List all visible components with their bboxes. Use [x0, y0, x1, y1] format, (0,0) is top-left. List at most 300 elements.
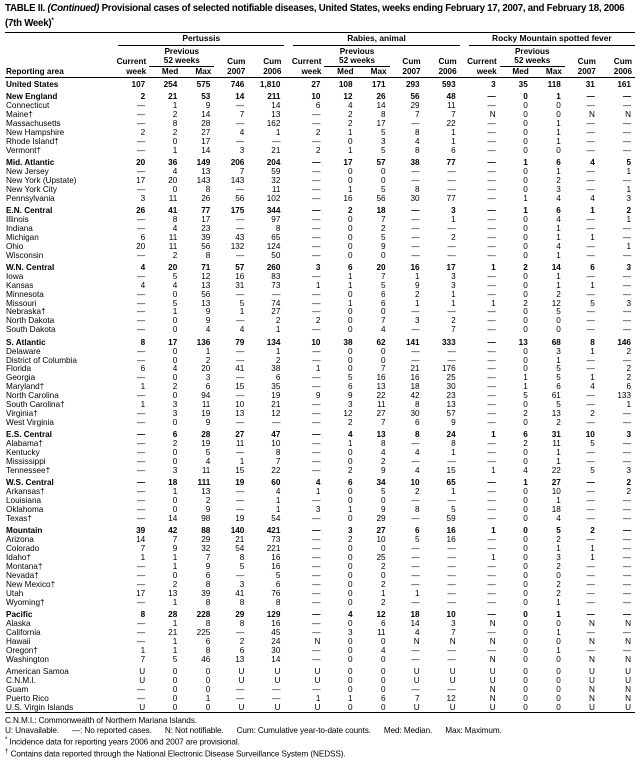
- value-cell: 6: [205, 382, 211, 392]
- value-cell: —: [586, 316, 595, 326]
- value-cell: 1: [556, 609, 561, 619]
- value-cell: 1: [451, 289, 456, 299]
- value-cell: 0: [523, 505, 528, 515]
- value-cell: —: [411, 645, 420, 655]
- value-cell: 0: [523, 645, 528, 655]
- value-cell: 0: [172, 325, 178, 335]
- value-cell: 7: [275, 456, 281, 466]
- value-cell: 0: [556, 675, 561, 685]
- col-header-52weeks: 52 weeks: [500, 56, 565, 66]
- value-cell: 4: [239, 127, 245, 137]
- value-cell: —: [312, 271, 321, 281]
- reporting-area-cell: Florida: [6, 365, 32, 374]
- value-cell: 0: [347, 553, 353, 563]
- value-cell: —: [487, 241, 496, 251]
- value-cell: 14: [136, 535, 146, 545]
- value-cell: 1: [451, 214, 456, 224]
- value-cell: 5: [523, 391, 528, 401]
- reporting-area-cell: Rhode Island†: [6, 137, 59, 146]
- value-cell: U: [314, 666, 321, 676]
- value-cell: 11: [201, 400, 211, 410]
- col-header-2006: 2006: [424, 66, 460, 78]
- value-cell: 1: [315, 364, 321, 374]
- value-cell: 2: [172, 250, 178, 260]
- value-cell: N: [489, 693, 496, 703]
- value-cell: 1: [556, 223, 561, 233]
- table-row: [5, 207, 635, 216]
- value-cell: 2: [347, 109, 353, 119]
- value-cell: 129: [266, 609, 281, 619]
- value-cell: 14: [271, 654, 281, 664]
- value-cell: 4: [172, 280, 178, 290]
- value-cell: 1: [556, 645, 561, 655]
- value-cell: 2: [275, 316, 281, 326]
- value-cell: 211: [267, 92, 281, 102]
- value-cell: 0: [347, 166, 353, 176]
- value-cell: —: [447, 346, 456, 356]
- value-cell: 38: [410, 157, 420, 167]
- value-cell: 108: [338, 79, 353, 89]
- col-header-med: Med: [149, 66, 181, 78]
- value-cell: 161: [617, 79, 631, 89]
- value-cell: —: [411, 223, 420, 233]
- value-cell: 2: [556, 561, 561, 571]
- value-cell: —: [137, 618, 146, 628]
- value-cell: —: [447, 456, 456, 466]
- value-cell: —: [586, 391, 595, 401]
- value-cell: —: [622, 136, 631, 146]
- value-cell: 1: [523, 157, 528, 167]
- reporting-area-cell: Maryland†: [6, 383, 45, 392]
- value-cell: —: [236, 101, 245, 111]
- legend-item: U: Unavailable.: [5, 725, 60, 735]
- value-cell: 25: [446, 373, 456, 383]
- value-cell: 7: [381, 271, 386, 281]
- value-cell: —: [312, 184, 321, 194]
- table-row: [5, 629, 635, 638]
- value-cell: 1: [381, 588, 386, 598]
- value-cell: 1: [556, 136, 561, 146]
- value-cell: —: [586, 145, 595, 155]
- value-cell: 0: [381, 496, 386, 506]
- value-cell: 10: [311, 337, 321, 347]
- value-cell: 0: [172, 373, 178, 383]
- value-cell: —: [411, 684, 420, 694]
- value-cell: —: [236, 487, 245, 497]
- value-cell: 0: [523, 166, 528, 176]
- value-cell: 0: [172, 391, 178, 401]
- value-cell: 4: [140, 262, 146, 272]
- value-cell: 1: [491, 430, 496, 440]
- value-cell: 10: [271, 439, 281, 449]
- value-cell: —: [586, 307, 595, 317]
- value-cell: 1: [590, 553, 595, 563]
- value-cell: 24: [271, 636, 281, 646]
- value-cell: 3: [491, 79, 496, 89]
- reporting-area-cell: Georgia: [6, 374, 36, 383]
- value-cell: 0: [347, 307, 353, 317]
- spacer-cell: [5, 46, 109, 57]
- value-cell: 88: [201, 526, 211, 536]
- value-cell: 0: [347, 175, 353, 185]
- value-cell: 10: [410, 478, 420, 488]
- previous-header-row: [5, 46, 635, 57]
- value-cell: N: [489, 684, 496, 694]
- value-cell: 6: [415, 417, 420, 427]
- value-cell: 1: [626, 166, 631, 176]
- value-cell: 6: [347, 382, 353, 392]
- reporting-area-cell: Tennessee†: [6, 466, 51, 475]
- value-cell: 26: [376, 92, 386, 102]
- value-cell: 0: [172, 316, 178, 326]
- value-cell: 6: [315, 101, 321, 111]
- value-cell: 1: [275, 505, 281, 515]
- value-cell: —: [586, 223, 595, 233]
- value-cell: 13: [376, 382, 386, 392]
- value-cell: 50: [271, 250, 281, 260]
- value-cell: U: [413, 666, 420, 676]
- value-cell: 7: [451, 109, 456, 119]
- value-cell: 0: [556, 570, 561, 580]
- value-cell: 17: [201, 214, 211, 224]
- value-cell: 107: [131, 79, 146, 89]
- value-cell: 21: [235, 535, 245, 545]
- value-cell: —: [622, 127, 631, 137]
- legend-item: N: Not notifiable.: [164, 725, 224, 735]
- value-cell: 73: [271, 280, 281, 290]
- reporting-area-cell: W.N. Central: [6, 263, 55, 272]
- value-cell: 0: [347, 456, 353, 466]
- value-cell: 20: [136, 241, 146, 251]
- value-cell: —: [487, 92, 496, 102]
- value-cell: —: [312, 645, 321, 655]
- value-cell: 3: [172, 408, 178, 418]
- value-cell: —: [137, 579, 146, 589]
- spacer-cell: [5, 56, 109, 66]
- col-header-max: Max: [532, 66, 565, 78]
- table-row: [5, 326, 635, 335]
- value-cell: —: [447, 553, 456, 563]
- value-cell: 0: [556, 693, 561, 703]
- value-cell: 0: [381, 544, 386, 554]
- value-cell: 10: [376, 535, 386, 545]
- table-row: [5, 581, 635, 590]
- value-cell: —: [586, 609, 595, 619]
- value-cell: 27: [311, 79, 321, 89]
- value-cell: 74: [271, 298, 281, 308]
- value-cell: —: [411, 544, 420, 554]
- value-cell: 12: [551, 298, 561, 308]
- value-cell: 9: [381, 505, 386, 515]
- value-cell: 54: [235, 544, 245, 554]
- value-cell: 12: [271, 408, 281, 418]
- value-cell: —: [487, 373, 496, 383]
- reporting-area-cell: West Virginia: [6, 418, 54, 427]
- value-cell: 0: [523, 271, 528, 281]
- value-cell: —: [411, 456, 420, 466]
- reporting-area-cell: Pacific: [6, 610, 33, 619]
- value-cell: 221: [266, 544, 281, 554]
- value-cell: —: [312, 456, 321, 466]
- value-cell: 2: [381, 561, 386, 571]
- value-cell: —: [622, 553, 631, 563]
- value-cell: —: [137, 693, 146, 703]
- value-cell: 41: [168, 206, 178, 216]
- table-row: [5, 497, 635, 506]
- value-cell: 0: [523, 214, 528, 224]
- value-cell: 4: [347, 430, 353, 440]
- value-cell: 28: [201, 430, 211, 440]
- value-cell: 13: [201, 487, 211, 497]
- value-cell: 3: [239, 579, 245, 589]
- table-row: [5, 488, 635, 497]
- value-cell: 3: [205, 373, 211, 383]
- value-cell: —: [312, 544, 321, 554]
- value-cell: —: [586, 535, 595, 545]
- value-cell: 8: [172, 214, 178, 224]
- value-cell: 39: [136, 526, 146, 536]
- value-cell: 16: [235, 271, 245, 281]
- value-cell: 13: [518, 337, 528, 347]
- table-row: [5, 243, 635, 252]
- table-row: [5, 563, 635, 572]
- value-cell: —: [411, 355, 420, 365]
- table-body: [5, 78, 635, 713]
- value-cell: 1: [626, 214, 631, 224]
- value-cell: —: [312, 570, 321, 580]
- value-cell: —: [487, 175, 496, 185]
- value-cell: —: [236, 346, 245, 356]
- value-cell: 0: [347, 325, 353, 335]
- value-cell: —: [411, 439, 420, 449]
- value-cell: 8: [239, 618, 245, 628]
- value-cell: 14: [551, 262, 561, 272]
- value-cell: 57: [446, 408, 456, 418]
- value-cell: 4: [172, 364, 178, 374]
- value-cell: —: [447, 544, 456, 554]
- value-cell: —: [586, 627, 595, 637]
- value-cell: 4: [275, 487, 281, 497]
- value-cell: —: [487, 496, 496, 506]
- value-cell: 0: [347, 666, 353, 676]
- value-cell: 1: [239, 456, 245, 466]
- value-cell: —: [447, 184, 456, 194]
- value-cell: —: [487, 487, 496, 497]
- value-cell: 2: [347, 465, 353, 475]
- value-cell: —: [411, 553, 420, 563]
- value-cell: 8: [451, 439, 456, 449]
- value-cell: —: [622, 271, 631, 281]
- value-cell: —: [312, 118, 321, 128]
- value-cell: 0: [347, 232, 353, 242]
- table-title: [5, 3, 635, 29]
- value-cell: 2: [415, 289, 420, 299]
- value-cell: 1: [491, 298, 496, 308]
- reporting-area-cell: U.S. Virgin Islands: [6, 703, 74, 712]
- value-cell: 2: [626, 478, 631, 488]
- value-cell: 5: [381, 487, 386, 497]
- value-cell: —: [137, 250, 146, 260]
- value-cell: —: [312, 618, 321, 628]
- value-cell: 0: [381, 166, 386, 176]
- value-cell: —: [236, 448, 245, 458]
- value-cell: 0: [172, 666, 178, 676]
- group-header-row: [5, 33, 635, 46]
- value-cell: 1: [626, 400, 631, 410]
- col-header-week: week: [460, 66, 500, 78]
- table-row: [5, 554, 635, 563]
- value-cell: —: [586, 241, 595, 251]
- col-header-week: week: [284, 66, 324, 78]
- value-cell: 1: [315, 280, 321, 290]
- value-cell: 5: [205, 448, 211, 458]
- value-cell: 0: [381, 654, 386, 664]
- value-cell: N: [314, 636, 321, 646]
- value-cell: 1: [140, 645, 146, 655]
- value-cell: U: [489, 675, 496, 685]
- value-cell: 6: [381, 693, 386, 703]
- value-cell: 8: [205, 250, 211, 260]
- value-cell: —: [622, 92, 631, 102]
- value-cell: —: [236, 417, 245, 427]
- table-row: [5, 159, 635, 168]
- reporting-area-cell: Colorado: [6, 545, 40, 554]
- value-cell: —: [487, 214, 496, 224]
- value-cell: 0: [381, 250, 386, 260]
- value-cell: —: [411, 241, 420, 251]
- value-cell: 0: [172, 693, 178, 703]
- value-cell: —: [447, 588, 456, 598]
- footnote-dagger: [5, 747, 635, 759]
- value-cell: 1: [140, 400, 146, 410]
- value-cell: 18: [376, 206, 386, 216]
- value-cell: 0: [381, 684, 386, 694]
- value-cell: 1: [556, 627, 561, 637]
- value-cell: —: [236, 223, 245, 233]
- value-cell: —: [622, 325, 631, 335]
- value-cell: 2: [172, 439, 178, 449]
- value-cell: U: [588, 702, 595, 712]
- value-cell: 0: [172, 355, 178, 365]
- reporting-area-cell: Louisiana: [6, 497, 42, 506]
- value-cell: —: [622, 223, 631, 233]
- table-row: [5, 590, 635, 599]
- reporting-area-cell: New York (Upstate): [6, 176, 77, 185]
- value-cell: 2: [381, 456, 386, 466]
- value-cell: 0: [556, 654, 561, 664]
- col-header-cum: Cum: [438, 56, 457, 66]
- value-cell: 30: [410, 408, 420, 418]
- value-cell: 9: [205, 316, 211, 326]
- col-header-cum: Cum: [263, 56, 282, 66]
- value-cell: 1: [172, 101, 178, 111]
- value-cell: N: [588, 693, 595, 703]
- value-cell: 146: [617, 337, 631, 347]
- value-cell: 6: [239, 645, 245, 655]
- value-cell: 32: [201, 544, 211, 554]
- value-cell: 1: [275, 325, 281, 335]
- legend-item: —: No reported cases.: [72, 725, 152, 735]
- value-cell: —: [487, 127, 496, 137]
- value-cell: N: [489, 636, 496, 646]
- value-cell: 5: [590, 298, 595, 308]
- value-cell: 2: [140, 92, 146, 102]
- value-cell: —: [312, 654, 321, 664]
- value-cell: 0: [347, 597, 353, 607]
- value-cell: —: [447, 166, 456, 176]
- table-row: [5, 225, 635, 234]
- table-row: [5, 102, 635, 111]
- value-cell: 17: [376, 118, 386, 128]
- value-cell: 1: [451, 448, 456, 458]
- value-cell: —: [487, 280, 496, 290]
- value-cell: 11: [271, 184, 281, 194]
- value-cell: U: [274, 702, 281, 712]
- value-cell: 6: [451, 145, 456, 155]
- value-cell: 0: [347, 702, 353, 712]
- value-cell: —: [272, 693, 281, 703]
- value-cell: 0: [523, 280, 528, 290]
- value-cell: —: [487, 391, 496, 401]
- value-cell: 76: [271, 588, 281, 598]
- reporting-area-cell: New York City: [6, 185, 57, 194]
- table-row: [5, 282, 635, 291]
- value-cell: 42: [410, 391, 420, 401]
- value-cell: —: [137, 513, 146, 523]
- value-cell: —: [586, 496, 595, 506]
- value-cell: 0: [347, 223, 353, 233]
- value-cell: 0: [556, 666, 561, 676]
- value-cell: 17: [446, 262, 456, 272]
- reporting-area-cell: Pennsylvania: [6, 194, 55, 203]
- value-cell: 16: [343, 193, 353, 203]
- value-cell: 11: [235, 439, 245, 449]
- value-cell: 1: [451, 487, 456, 497]
- value-cell: 0: [556, 145, 561, 155]
- value-cell: 7: [239, 109, 245, 119]
- value-cell: 1: [451, 298, 456, 308]
- reporting-area-cell: Vermont†: [6, 146, 42, 155]
- value-cell: 19: [201, 439, 211, 449]
- value-cell: 12: [446, 693, 456, 703]
- value-cell: 5: [239, 561, 245, 571]
- value-cell: —: [312, 206, 321, 216]
- value-cell: 0: [523, 400, 528, 410]
- table-row: [5, 111, 635, 120]
- value-cell: —: [622, 408, 631, 418]
- value-cell: —: [622, 118, 631, 128]
- value-cell: 2: [556, 175, 561, 185]
- value-cell: U: [449, 702, 456, 712]
- value-cell: 0: [381, 636, 386, 646]
- value-cell: 4: [590, 193, 595, 203]
- value-cell: —: [586, 645, 595, 655]
- footnote-star-text: Incidence data for reporting years 2006 and 2007 are provisional.: [7, 737, 240, 747]
- value-cell: —: [586, 184, 595, 194]
- value-cell: 162: [266, 118, 281, 128]
- value-cell: —: [586, 289, 595, 299]
- value-cell: 15: [235, 465, 245, 475]
- value-cell: 14: [410, 618, 420, 628]
- value-cell: 47: [271, 430, 281, 440]
- footnote-dagger-marker: †: [5, 748, 9, 756]
- value-cell: 54: [271, 513, 281, 523]
- value-cell: 6: [347, 262, 353, 272]
- value-cell: —: [487, 382, 496, 392]
- value-cell: 2: [140, 127, 146, 137]
- value-cell: 2: [315, 127, 321, 137]
- value-cell: 4: [140, 280, 146, 290]
